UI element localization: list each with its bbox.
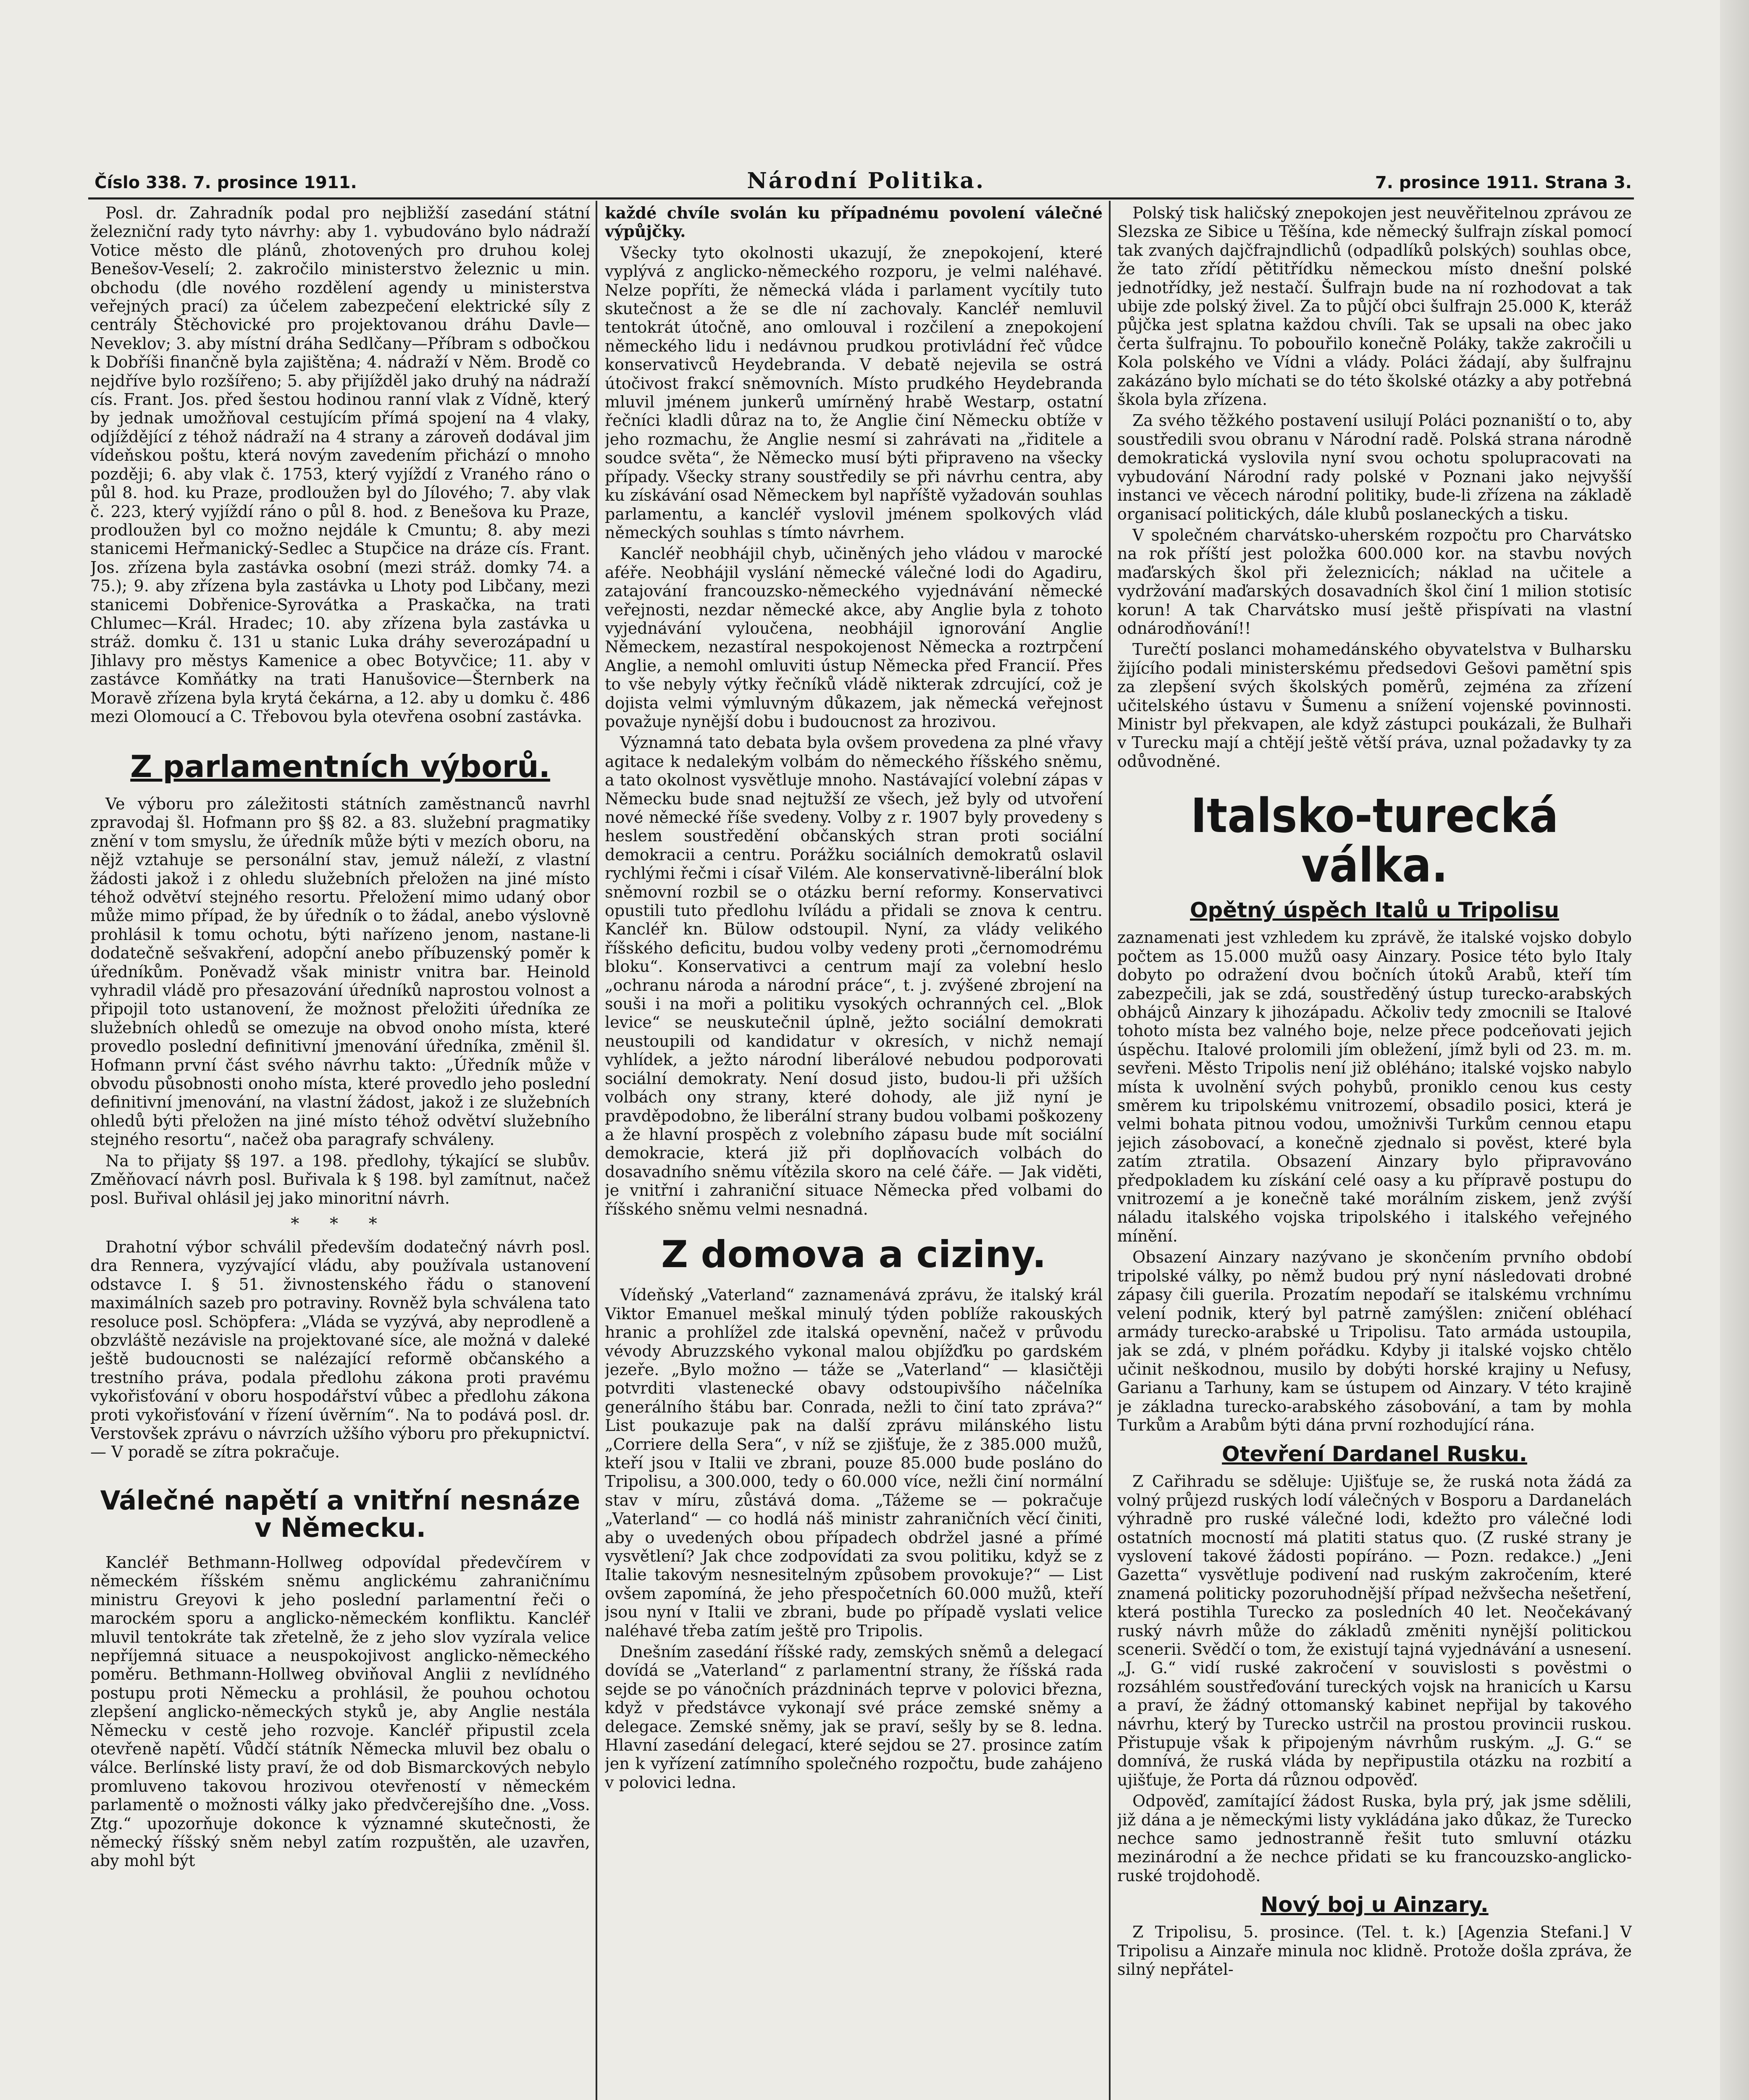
article-polish-press-silesia: Polský tisk haličský znepokojen jest neuvěřitelnou zprávou ze Slezska ze Sibice u Těšína, kde německý šulfrajn získal pomocí tak zvaných dajčfrajndlichů (odpadlíků polských) souhlas obce, že tato zřídí pětitřídku německou místo dnešní polské jednotřídky, jež nestačí. Šulfrajn bude na ní rozhodovat a tak ubije zde polský živel. Za to půjčí obci šulfrajn 25.000 K, kteráž půjčka jest splatna každou chvíli. Tak se upsali na obec jako čerta šulfrajnu. To pobouřilo konečně Poláky, takže zakročili u Kola polského ve Vídni a vlády. Poláci žádají, aby šulfrajnu zakázáno bylo míchati se do této školské otázky a aby potřebná škola byla zřízena.	[1117, 204, 1632, 409]
article-reichsrat-session: Dnešním zasedání říšské rady, zemských sněmů a delegací dovídá se „Vaterland“ z parlamentní strany, že říšská rada sejde se po vánočních prázdninách teprve v polovici března, když v předstávce vykonají své práce zemské sněmy a delegace. Zemské sněmy, jak se praví, sešly by se 8. ledna. Hlavní zasedání delegací, které sejdou se 27. prosince zatím jen k vyřízení zatímního společného rozpočtu, bude zahájeno v polovici ledna.	[605, 1643, 1103, 1792]
article-war-loan-continuation: každé chvíle svolán ku případnému povolení válečné výpůjčky.	[605, 204, 1103, 241]
article-committee-state-employees: Ve výboru pro záležitosti státních zaměstnanců navrhl zpravodaj šl. Hofmann pro §§ 82. a 83. služební pragmatiky znění v tom smyslu, že úředník může býti v mezích oboru, na nějž vztahuje se personální stav, jemuž náleží, z vlastní žádosti jakož i z ohledu služebních přeložen na jiné místo téhož odvětví stejného resortu. Přeložení mimo udaný obor může mimo případ, že by úředník o to žádal, anebo výslovně prohlásil k tomu ochotu, býti nařízeno jenom, nastane-li dodatečně sešvakření, adopční anebo příbuzenský poměr k úředníkům. Poněvadž však ministr vnitra bar. Heinold vyhradil vládě pro přesazování úředníků naprostou volnost a připojil toto ustanovení, že možnost přeložiti úředníka ze služebních ohledů se omezuje na obvod onoho místa, které provedlo poslední definitivní jmenování úředníka, změnil šl. Hofmann první část svého návrhu takto: „Úředník může v obvodu působnosti onoho místa, které provedlo jeho poslední definitivní jmenování, na vlastní žádost, jakož i ze služebních ohledů býti přeložen na jiné místo téhož odvětví služebního stejného resortu“, načež oba paragrafy schváleny.	[90, 794, 590, 1149]
article-tripoli-telegram: Z Tripolisu, 5. prosince. (Tel. t. k.) [Agenzia Stefani.] V Tripolisu a Ainzaře minula noc klidně. Protože došla zpráva, že silný nepřátel-	[1117, 1923, 1632, 1979]
column-divider	[596, 201, 597, 2100]
subheadline-italian-success: Opětný úspěch Italů u Tripolisu	[1190, 898, 1559, 923]
headline-italo-turkish-war: Italsko-turecká válka.	[1190, 789, 1559, 893]
page-edge-shadow	[1720, 0, 1749, 2100]
article-bulgarian-turks: Turečtí poslanci mohamedánského obyvatelstva v Bulharsku žijícího podali ministerskému předsedovi Gešovi pamětní spis za zlepšení svých školských poměrů, zejména za zřízení učitelského ústavu v Šumenu a snížení vojenské povinnosti. Ministr byl překvapen, ale když zástupci poukázali, že Bulhaři v Turecku mají a chtějí ještě větší práva, uznal požadavky ty za odůvodněné.	[1117, 640, 1632, 771]
article-price-committee: Drahotní výbor schválil především dodatečný návrh posl. dra Rennera, vyzývající vládu, aby používala ustanovení odstavce I. § 51. živnostenského řádu o stanovení maximálních sazeb pro potraviny. Rovněž byla schválena tato resoluce posl. Schöpfera: „Vláda se vyzývá, aby neprodleně a obzvláště nezávisle na projektované síce, ale možná v daleké ještě budoucnosti se nalézající reformě občanského a trestního práva, podala předlohu zákona proti pravému vykořisťování v oboru hospodářství vůbec a předlohu zákona proti vykořisťování v řízení úvěrním“. Na to podává posl. dr. Verstovšek zprávu o návrzích užšího výboru pro překupnictví. — V poradě se zítra pokračuje.	[90, 1237, 590, 1462]
date-page: 7. prosince 1911. Strana 3.	[1375, 173, 1632, 192]
section-separator: * * *	[291, 1214, 390, 1234]
article-anglo-german-dispute: Všecky tyto okolnosti ukazují, že znepokojení, které vyplývá z anglicko-německého rozporu, je velmi naléhavé. Nelze popříti, že německá vláda i parlament vycítily tuto skutečnost a že se dle ní zachovaly. Kancléř nemluvil tentokrát útočně, ano omlouval i rozčilení a znepokojení německého lidu i nedávnou prudkou protivládní řeč vůdce konservativců Heydebranda. V debatě nejevila se ostrá útočivost frakcí sněmovních. Místo prudkého Heydebranda mluvil jménem junkerů umírněný hrabě Westarp, ostatní řečníci kladli důraz na to, že Anglie činí Německu obtíže v jeho rozmachu, že Anglie nesmí si zahrávati na „řiditele a soudce světa“, že Německo musí býti připraveno na všecky případy. Všecky strany soustředily se při návrhu centra, aby ku získávání osad Německem byl napříště vyžadován souhlas parlamentu, a kancléř vyslovil jménem spolkových vlád německých souhlas s tímto návrhem.	[605, 243, 1103, 542]
column-divider	[1109, 201, 1111, 2100]
article-bethmann-hollweg: Kancléř Bethmann-Hollweg odpovídal předevčírem v německém říšském sněmu anglickému zahraničnímu ministru Greyovi k jeho poslední parlamentní řeči o marockém sporu a anglicko-německém konfliktu. Kancléř mluvil tentokráte tak zřetelně, že z jeho slov vyzírala velice nepříjemná situace a neuspokojivost anglicko-německého poměru. Bethmann-Hollweg obviňoval Anglii z nevlídného postupu proti Německu a prohlásil, že pouhou ochotou zlepšení anglicko-německých styků je, aby Anglie nestála Německu v cestě jeho rozvoje. Kancléř připustil zcela otevřeně napětí. Vůdčí státník Německa mluvil bez obalu o válce. Berlínské listy praví, že od dob Bismarckových nebylo promluveno takovou hrozivou otevřeností v německém parlamentě o možnosti války jako předvčerejšího dne. „Voss. Ztg.“ upozorňuje dokonce k významné skutečnosti, že německý říšský sněm nebyl zatím rozpuštěn, ale uzavřen, aby mohl být	[90, 1553, 590, 1870]
column-3	[1117, 204, 1632, 2100]
article-turkish-reply: Odpověď, zamítající žádost Ruska, byla prý, jak jsme sdělili, již dána a je německými listy vykládána jako důkaz, že Turecko nechce samo jednostranně řešit tuto smluvní otázku mezinárodní a že nechce přidati se ku francouzsko-anglicko-ruské trojdohodě.	[1117, 1792, 1632, 1885]
article-ainzara-occupation: Obsazení Ainzary nazývano je skončením prvního období tripolské války, po němž budou prý nyní následovati drobné zápasy čili guerila. Prozatím nepodaří se italskému vrchnímu velení podnik, který byl patrně zamýšlen: zničení obléhací armády turecko-arabské u Tripolisu. Tato armáda ustoupila, jak se zdá, v plném pořádku. Kdyby ji italské vojsko chtělo učinit neškodnou, musilo by dobýti horské krajiny u Nefusy, Garianu a Tarhuny, kam se ústupem od Ainzary. V této krajině je základna turecko-arabského zásobování, a tam by mohla Turkům a Arabům býti dána první rozhodující rána.	[1117, 1248, 1632, 1434]
column-1	[90, 204, 590, 2100]
article-committee-paragraphs: Na to přijaty §§ 197. a 198. předlohy, týkající se slubův. Změňovací návrh posl. Buřivala k § 198. byl zamítnut, načež posl. Buřival ohlásil jej jako minoritní návrh.	[90, 1151, 590, 1208]
masthead	[95, 168, 1632, 197]
headline-war-tension-germany: Válečné napětí a vnitřní nesnáze v Německu.	[100, 1485, 580, 1543]
subheadline-dardanelles: Otevření Dardanel Rusku.	[1222, 1442, 1527, 1467]
issue-number: Číslo 338. 7. prosince 1911.	[95, 173, 357, 192]
article-ainzara-capture: zaznamenati jest vzhledem ku zprávě, že italské vojsko dobylo počtem as 15.000 mužů oasy Ainzary. Posice této bylo Italy dobyto po odražení dvou bočních útoků Arabů, kteří tím zabezpečili, jak se zdá, soustředěný ústup turecko-arabských obhájců Ainzary k jihozápadu. Ačkoliv tedy zmocnili se Italové tohoto místa bez valného boje, nelze přece podceňovati jejich úspěchu. Italové prolomili jím obležení, jímž byli od 23. m. m. sevřeni. Město Tripolis není již obléháno; italské vojsko nabylo místa k uvolnění svých pohybů, proniklo cenou kus cesty směrem ku tripolskému vnitrozemí, obsadilo posici, která je velmi bohata pitnou vodou, umožnivši Turkům cennou etapu jejich zásobovací, a konečně zjednalo si pověst, které byla zatím ztratila. Obsazení Ainzary bylo připravováno předpokladem ku získání celé oasy a ku přípravě postupu do vnitrozemí a je konečně také morálním ziskem, jenž zvýší náladu italského vojska tripolského i italského veřejného mínění.	[1117, 928, 1632, 1245]
headline-parliament-committees: Z parlamentních výborů.	[130, 749, 550, 785]
headline-home-and-abroad: Z domova a ciziny.	[661, 1232, 1046, 1276]
article-vaterland-italian-king: Vídeňský „Vaterland“ zaznamenává zprávu, že italský král Viktor Emanuel meškal minulý týden poblíže rakouských hranic a prohlížel zde italská opevnění, načež v průvodu vévody Abruzzského vykonal malou objížďku po gardském jezeře. „Bylo možno — táže se „Vaterland“ — klasičtěji potvrditi vlastenecké obavy odstoupivšího náčelníka generálního štábu bar. Conrada, nežli to činí tato zpráva?“ List poukazuje pak na další zprávu milánského listu „Corriere della Sera“, v níž se zjišťuje, že z 385.000 mužů, kteří jsou v Italii ve zbrani, pouze 85.000 bude posláno do Tripolisu, a 300.000, tedy o 60.000 více, nežli činí normální stav v míru, zůstává doma. „Tážeme se — pokračuje „Vaterland“ — co hodlá náš ministr zahraničních věcí činiti, aby o uvedených obou případech obdržel jasné a přímé vysvětlení? Jak chce zodpovídati za svou politiku, když se z Italie takovým nesnesitelným způsobem provokuje?“ — List ovšem zapomíná, že jeho přespočetních 60.000 mužů, kteří jsou nyní v Italii ve zbrani, bude po případě vyslati velice naléhavé třeba zatím ještě pro Tripolis.	[605, 1286, 1103, 1640]
article-reichstag-elections: Významná tato debata byla ovšem provedena za plné vřavy agitace k nedalekým volbám do německého říšského sněmu, a tato okolnost vysvětluje mnoho. Nastávající volební zápas v Německu bude snad nejtužší ze všech, jež byly od utvoření nové německé říše svedeny. Volby z r. 1907 byly provedeny s heslem soustředění občanských stran proti sociální demokracii a centru. Porážku sociálních demokratů oslavil rychlými řečmi i císař Vilém. Ale konservativně-liberální blok sněmovní rozbil se o otázku berní reformy. Konservativci opustili tuto předlohu lvíládu a přidali se znova k centru. Kancléř kn. Bülow odstoupil. Nyní, za vlády velikého říšského deficitu, budou volby vedeny proti „černomodrému bloku“. Konservativci a centrum mají za volební heslo „ochranu národa a národní práce“, t. j. zvýšené zbrojení na souši i na moři a politiku vysokých ochranných cel. „Blok levice“ se neuskutečnil úplně, ježto sociální demokrati neustoupili od kandidatur v okresích, v nichž nemají vyhlídek, a ježto národní liberálové nebudou podporovati sociální demokraty. Není dosud jisto, budou-li při užších volbách ony strany, které dohody, ale již nyní je pravděpodobno, že liberální strany budou volbami poškozeny a že hlavní prospěch z volebního zápasu bude mít sociální demokracie, která již při doplňovacích volbách do dosavadního sněmu vítězila skoro na celé čáře. — Jak viděti, je vnitřní i zahraniční situace Německa před volbami do říšského sněmu velmi nesnadná.	[605, 733, 1103, 1218]
subheadline-new-battle-ainzara: Nový boj u Ainzary.	[1261, 1893, 1489, 1917]
article-poznan-poles: Za svého těžkého postavení usilují Poláci poznaniští o to, aby soustředili svou obranu v Národní radě. Polská strana národně demokratická vyslovila nyní svou ochotu spolupracovati na vybudování Národní rady polské v Poznani jako nejvyšší instanci ve věcech národní politiky, bude-li zřízena na základě organisací politických, dále klubů poslaneckých a tisku.	[1117, 411, 1632, 523]
newspaper-title: Národní Politika.	[747, 168, 985, 194]
article-dardanelles-note: Z Cařihradu se sděluje: Ujišťuje se, že ruská nota žádá za volný průjezd ruských lodí válečných v Bosporu a Dardanelách výhradně pro ruské válečné lodi, kdežto pro válečné lodi ostatních mocností má platiti status quo. (Z ruské strany je vyslovení takové žádosti popíráno. — Pozn. redakce.) „Jeni Gazetta“ vysvětluje podivení nad ruským zakročením, které znamená politicky pozoruhodnější případ nežvšecha nešetření, která postihla Turecko za posledních 40 let. Neočekávaný ruský návrh může do základů změniti nynější politickou scenerii. Svědčí o tom, že existují tajná vyjednávání a usnesení. „J. G.“ vidí ruské zakročení v souvislosti s pověstmi o rozsáhlém soustřeďování tureckých vojsk na hranicích u Karsu a praví, že žádný ottomanský kabinet nepřijal by takového návrhu, který by Turecko ustrčil na prostou provincii ruskou. Přistupuje však k připojeným návrhům ruským. „J. G.“ se domnívá, že ruská vláda by nepřipustila otázku na rozbití a ujišťuje, že Porta dá různou odpověď.	[1117, 1472, 1632, 1789]
article-croatia-budget: V společném charvátsko-uherském rozpočtu pro Charvátsko na rok příští jest položka 600.000 kor. na stavbu nových maďarských škol při železnicích; náklad na učitele a vydržování maďarských dosavadních škol činí 1 milion stotisíc korun! A tak Charvátsko musí ještě přispívati na vlastní odnárodňování!!	[1117, 525, 1632, 638]
masthead-rule	[88, 197, 1634, 200]
column-2	[605, 204, 1103, 2100]
article-morocco-affair: Kancléř neobhájil chyb, učiněných jeho vládou v marocké aféře. Neobhájil vyslání německé válečné lodi do Agadiru, zatajování francouzsko-německého vyjednávání německé veřejnosti, nezdar německé akce, aby Anglie byla z tohoto vyjednávání vyloučena, neobhájil ignorování Anglie Německem, nezastíral nespokojenost Německa a roztrpčení Anglie, a nemohl omluviti ústup Německa před Francií. Přes to vše nebyly výtky řečníků vládě nikterak zdrcující, což je dojista velmi výmluvným důkazem, jak německá veřejnost považuje nynější dobu i budoucnost za hrozivou.	[605, 544, 1103, 731]
article-zahradnik: Posl. dr. Zahradník podal pro nejbližší zasedání státní železniční rady tyto návrhy: aby 1. vybudováno bylo nádraží Votice město dle plánů, zhotovených pro druhou kolej Benešov-Veselí; 2. zakročilo ministerstvo železnic u min. obchodu (dle nového rozdělení agendy u ministerstva veřejných prací) za účelem zabezpečení elektrické síly z centrály Štěchovické pro projektovanou dráhu Davle—Neveklov; 3. aby místní dráha Sedlčany—Příbram s odbočkou k Dobříši finančně byla zajištěna; 4. nádraží v Něm. Brodě co nejdříve bylo rozšířeno; 5. aby přijížděl jako druhý na nádraží cís. Frant. Jos. před šestou hodinou ranní vlak z Vídně, který by jednak umožňoval cestujícím přímá spojení na 4 vlaky, odjíždějící z téhož nádraží na 4 strany a zároveň dodával jim vídeňskou poštu, která novým zavedením přichází o mnoho později; 6. aby vlak č. 1753, který vyjíždí z Vraného ráno o půl 8. hod. ku Praze, prodloužen byl do Jílového; 7. aby vlak č. 223, který vyjíždí ráno o půl 8. hod. z Benešova ku Praze, prodloužen byl co možno nejdále k Cmuntu; 8. aby mezi stanicemi Heřmanický-Sedlec a Stupčice na dráze cís. Frant. Jos. zřízena byla zastávka osobní (mezi stráž. domky 74. a 75.); 9. aby zřízena byla zastávka u Lhoty pod Libčany, mezi stanicemi Dobřenice-Syrovátka a Praskačka, na trati Chlumec—Král. Hradec; 10. aby zřízena byla zastávka u stráž. domku č. 131 u stanic Luka dráhy severozápadní u Jihlavy pro městys Kamenice a obec Botyvčice; 11. aby v zastávce Komňátky na trati Hanušovice—Šternberk na Moravě zřízena byla krytá čekárna, a 12. aby u domku č. 486 mezi Olomoucí a C. Třebovou byla otevřena osobní zastávka.	[90, 204, 590, 726]
